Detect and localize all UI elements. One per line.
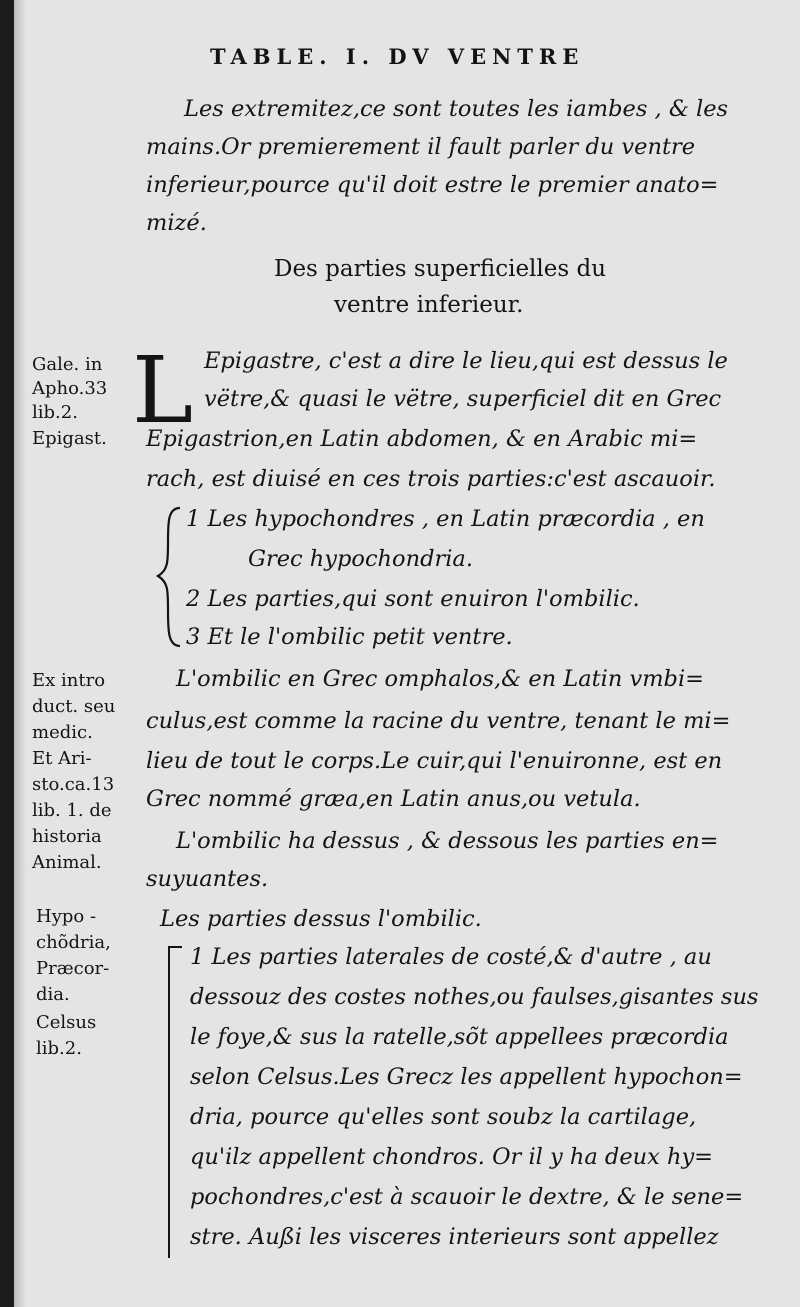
list-item: dessouz des costes nothes,ou faulses,gisantes sus — [190, 984, 759, 1010]
para-line: lieu de tout le corps.Le cuir,qui l'enuironne, est en — [146, 748, 723, 774]
margin-note: chõdria, — [36, 932, 111, 953]
list-item: selon Celsus.Les Grecz les appellent hypochon= — [190, 1064, 743, 1090]
drop-capital: L — [132, 337, 194, 444]
margin-note: duct. seu — [32, 696, 116, 717]
margin-note: lib.2. — [36, 1038, 82, 1059]
margin-note: dia. — [36, 984, 70, 1005]
para-line: vëtre,& quasi le vëtre, superficiel dit en Grec — [204, 386, 722, 412]
square-bracket — [168, 946, 182, 1258]
para-line: Grec nommé græa,en Latin anus,ou vetula. — [146, 786, 641, 812]
list-item: 2 Les parties,qui sont enuiron l'ombilic. — [186, 586, 640, 612]
margin-note: medic. — [32, 722, 93, 743]
list-item: qu'ilz appellent chondros. Or il y ha deux hy= — [190, 1144, 714, 1170]
para-line: L'ombilic en Grec omphalos,& en Latin vmbi= — [176, 666, 705, 692]
para-line: rach, est diuisé en ces trois parties:c'est ascauoir. — [146, 466, 716, 492]
list-item: stre. Außi les visceres interieurs sont appellez — [190, 1224, 719, 1250]
margin-note: historia — [32, 826, 102, 847]
list-item: 1 Les parties laterales de costé,& d'autre , au — [190, 944, 712, 970]
margin-note: Animal. — [32, 852, 102, 873]
subheading: Les parties dessus l'ombilic. — [160, 906, 482, 932]
intro-line: inferieur,pource qu'il doit estre le premier anato= — [146, 172, 719, 198]
para-line: suyuantes. — [146, 866, 269, 892]
margin-note: Celsus — [36, 1012, 97, 1033]
list-item: le foye,& sus la ratelle,sõt appellees præcordia — [190, 1024, 729, 1050]
book-page — [14, 0, 800, 1307]
section-heading: Des parties superficielles du — [274, 256, 607, 282]
list-item: 3 Et le l'ombilic petit ventre. — [186, 624, 513, 650]
margin-note: lib.2. — [32, 402, 78, 423]
para-line: Epigastrion,en Latin abdomen, & en Arabic mi= — [146, 426, 698, 452]
list-item: pochondres,c'est à scauoir le dextre, & le sene= — [190, 1184, 744, 1210]
margin-note: Epigast. — [32, 428, 107, 449]
margin-note: sto.ca.13 — [32, 774, 115, 795]
list-item: dria, pource qu'elles sont soubz la cartilage, — [190, 1104, 697, 1130]
list-item: Grec hypochondria. — [248, 546, 473, 572]
margin-note: Præcor- — [36, 958, 110, 979]
page-spine-shadow — [14, 0, 26, 1307]
section-heading: ventre inferieur. — [334, 292, 524, 318]
margin-note: Hypo - — [36, 906, 97, 927]
intro-line: mizé. — [146, 210, 207, 236]
running-header: TABLE. I. DV VENTRE — [210, 44, 585, 69]
curly-brace — [154, 502, 184, 652]
intro-line: mains.Or premierement il fault parler du ventre — [146, 134, 696, 160]
margin-note: lib. 1. de — [32, 800, 112, 821]
margin-note: Apho.33 — [32, 378, 108, 399]
margin-note: Et Ari- — [32, 748, 92, 769]
para-line: Epigastre, c'est a dire le lieu,qui est dessus le — [204, 348, 728, 374]
margin-note: Gale. in — [32, 354, 103, 375]
margin-note: Ex intro — [32, 670, 106, 691]
para-line: L'ombilic ha dessus , & dessous les parties en= — [176, 828, 719, 854]
para-line: culus,est comme la racine du ventre, tenant le mi= — [146, 708, 731, 734]
intro-line: Les extremitez,ce sont toutes les iambes , & les — [184, 96, 729, 122]
list-item: 1 Les hypochondres , en Latin præcordia , en — [186, 506, 705, 532]
